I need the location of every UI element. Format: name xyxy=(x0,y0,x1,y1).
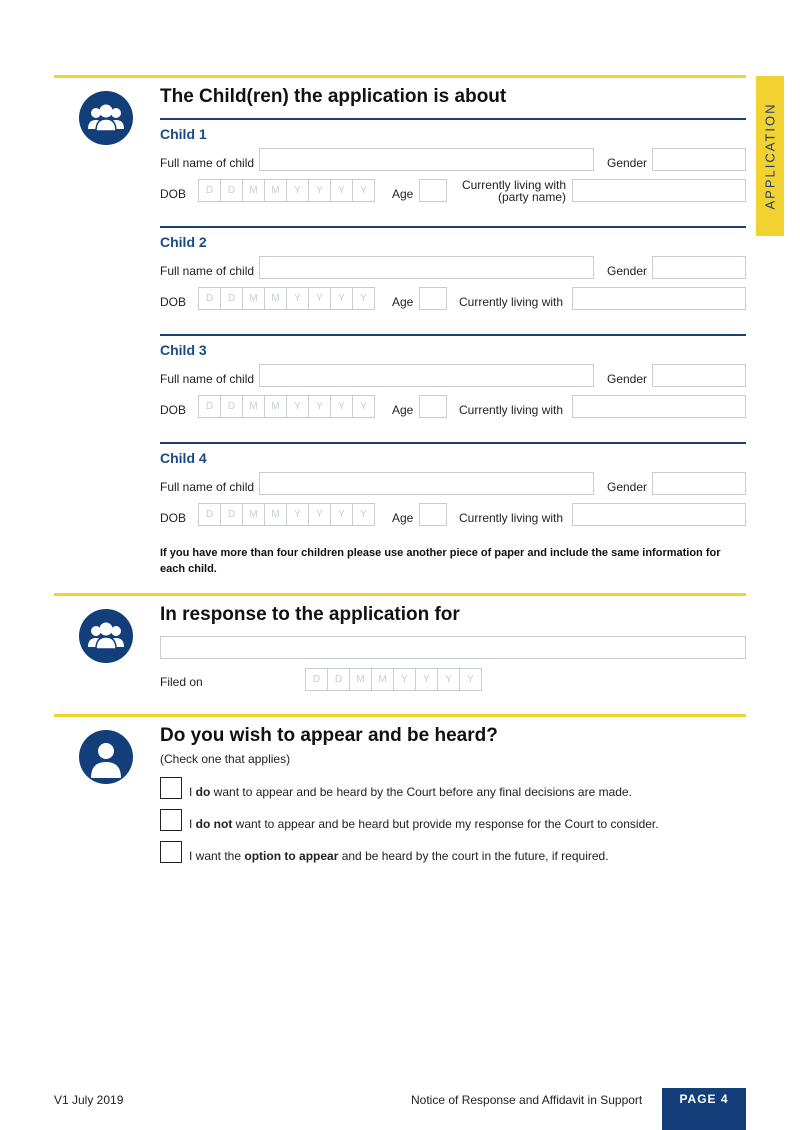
child-3-age-input[interactable] xyxy=(419,395,447,418)
dob-day-cell[interactable]: D xyxy=(220,395,243,418)
dob-month-cell[interactable]: M xyxy=(242,179,265,202)
child-1-title: Child 1 xyxy=(160,126,207,142)
section-divider xyxy=(54,75,746,78)
date-year-cell[interactable]: Y xyxy=(459,668,482,691)
option-bold-text: do xyxy=(195,785,211,799)
group-people-icon xyxy=(79,91,133,145)
dob-year-cell[interactable]: Y xyxy=(352,503,375,526)
dob-year-cell[interactable]: Y xyxy=(286,503,309,526)
child-4-name-label: Full name of child xyxy=(160,480,255,494)
child-3-age-label: Age xyxy=(392,403,414,417)
date-year-cell[interactable]: Y xyxy=(393,668,416,691)
dob-month-cell[interactable]: M xyxy=(264,503,287,526)
section-title-children: The Child(ren) the application is about xyxy=(160,86,507,107)
child-divider xyxy=(160,226,746,228)
dob-year-cell[interactable]: Y xyxy=(286,179,309,202)
child-divider xyxy=(160,118,746,120)
section-divider xyxy=(54,714,746,717)
child-3-name-label: Full name of child xyxy=(160,372,255,386)
child-3-living-input[interactable] xyxy=(572,395,746,418)
child-2-dob-input[interactable] xyxy=(198,287,374,310)
dob-month-cell[interactable]: M xyxy=(264,179,287,202)
option-not-appear-checkbox[interactable] xyxy=(160,809,182,831)
child-1-name-label: Full name of child xyxy=(160,156,255,170)
child-divider xyxy=(160,334,746,336)
footer-version: V1 July 2019 xyxy=(54,1093,124,1107)
child-4-age-input[interactable] xyxy=(419,503,447,526)
dob-year-cell[interactable]: Y xyxy=(352,179,375,202)
dob-year-cell[interactable]: Y xyxy=(330,179,353,202)
option-future-appear-label xyxy=(189,849,609,863)
child-4-living-label: Currently living with xyxy=(459,511,564,525)
note-line: If you have more than four children please use another piece of paper and include the same information for xyxy=(160,547,721,559)
child-3-title: Child 3 xyxy=(160,342,207,358)
child-3-gender-input[interactable] xyxy=(652,364,746,387)
side-tab-label: APPLICATION xyxy=(762,102,778,210)
child-4-dob-label: DOB xyxy=(160,511,187,525)
dob-month-cell[interactable]: M xyxy=(242,503,265,526)
child-2-living-input[interactable] xyxy=(572,287,746,310)
section-title-appear: Do you wish to appear and be heard? xyxy=(160,725,498,746)
option-text: I xyxy=(189,785,196,799)
dob-day-cell[interactable]: D xyxy=(198,395,221,418)
dob-day-cell[interactable]: D xyxy=(220,503,243,526)
dob-month-cell[interactable]: M xyxy=(264,287,287,310)
dob-year-cell[interactable]: Y xyxy=(308,179,331,202)
child-4-gender-label: Gender xyxy=(607,480,648,494)
check-one-hint: (Check one that applies) xyxy=(160,752,291,766)
date-year-cell[interactable]: Y xyxy=(415,668,438,691)
child-2-gender-input[interactable] xyxy=(652,256,746,279)
option-not-appear-label xyxy=(189,817,659,831)
child-1-dob-label: DOB xyxy=(160,187,187,201)
dob-year-cell[interactable]: Y xyxy=(308,287,331,310)
option-text: want to appear and be heard by the Court before any final decisions are made. xyxy=(210,785,632,799)
dob-year-cell[interactable]: Y xyxy=(352,287,375,310)
dob-day-cell[interactable]: D xyxy=(220,287,243,310)
option-text: I xyxy=(189,817,196,831)
section-title-response: In response to the application for xyxy=(160,604,460,625)
child-3-dob-input[interactable] xyxy=(198,395,374,418)
dob-month-cell[interactable]: M xyxy=(264,395,287,418)
option-appear-checkbox[interactable] xyxy=(160,777,182,799)
dob-year-cell[interactable]: Y xyxy=(330,287,353,310)
filed-on-label: Filed on xyxy=(160,675,203,689)
footer-doc-title: Notice of Response and Affidavit in Support xyxy=(411,1093,643,1107)
child-4-gender-input[interactable] xyxy=(652,472,746,495)
dob-day-cell[interactable]: D xyxy=(198,503,221,526)
child-1-gender-label: Gender xyxy=(607,156,648,170)
section-divider xyxy=(54,593,746,596)
child-1-age-label: Age xyxy=(392,187,414,201)
child-2-name-label: Full name of child xyxy=(160,264,255,278)
child-divider xyxy=(160,442,746,444)
child-1-living-label xyxy=(440,179,566,203)
dob-year-cell[interactable]: Y xyxy=(330,503,353,526)
child-2-title: Child 2 xyxy=(160,234,207,250)
option-bold-text: option to appear xyxy=(244,849,339,863)
dob-day-cell[interactable]: D xyxy=(198,287,221,310)
dob-month-cell[interactable]: M xyxy=(242,287,265,310)
child-2-gender-label: Gender xyxy=(607,264,648,278)
application-side-tab xyxy=(756,76,784,236)
living-label-line: Currently living with xyxy=(461,178,566,192)
option-text: and be heard by the court in the future, if required. xyxy=(338,849,609,863)
option-future-appear-checkbox[interactable] xyxy=(160,841,182,863)
application-for-input[interactable] xyxy=(160,636,746,659)
child-4-title: Child 4 xyxy=(160,450,207,466)
date-month-cell[interactable]: M xyxy=(371,668,394,691)
page-number: PAGE 4 xyxy=(679,1092,729,1106)
page-number-badge xyxy=(662,1088,746,1130)
child-3-living-label: Currently living with xyxy=(459,403,564,417)
child-3-dob-label: DOB xyxy=(160,403,187,417)
party-name-label: (party name) xyxy=(497,190,566,204)
child-4-name-input[interactable] xyxy=(259,472,594,495)
note-line: each child. xyxy=(160,563,217,575)
option-text: I want the xyxy=(189,849,245,863)
option-text: want to appear and be heard but provide my response for the Court to consider. xyxy=(232,817,659,831)
child-2-age-label: Age xyxy=(392,295,414,309)
date-day-cell[interactable]: D xyxy=(305,668,328,691)
child-2-dob-label: DOB xyxy=(160,295,187,309)
child-4-dob-input[interactable] xyxy=(198,503,374,526)
child-4-living-input[interactable] xyxy=(572,503,746,526)
dob-month-cell[interactable]: M xyxy=(242,395,265,418)
dob-day-cell[interactable]: D xyxy=(220,179,243,202)
dob-year-cell[interactable]: Y xyxy=(286,287,309,310)
dob-year-cell[interactable]: Y xyxy=(352,395,375,418)
child-2-name-input[interactable] xyxy=(259,256,594,279)
date-year-cell[interactable]: Y xyxy=(437,668,460,691)
dob-day-cell[interactable]: D xyxy=(198,179,221,202)
child-1-gender-input[interactable] xyxy=(652,148,746,171)
child-3-gender-label: Gender xyxy=(607,372,648,386)
filed-on-date-input[interactable] xyxy=(305,668,481,691)
option-appear-label xyxy=(189,785,632,799)
child-4-age-label: Age xyxy=(392,511,414,525)
dob-year-cell[interactable]: Y xyxy=(308,395,331,418)
option-bold-text: do not xyxy=(195,817,233,831)
more-children-note xyxy=(160,545,721,577)
child-1-dob-input[interactable] xyxy=(198,179,374,202)
person-icon xyxy=(79,730,133,784)
dob-year-cell[interactable]: Y xyxy=(308,503,331,526)
child-1-living-input[interactable] xyxy=(572,179,746,202)
date-month-cell[interactable]: M xyxy=(349,668,372,691)
dob-year-cell[interactable]: Y xyxy=(330,395,353,418)
child-1-name-input[interactable] xyxy=(259,148,594,171)
dob-year-cell[interactable]: Y xyxy=(286,395,309,418)
child-2-living-label: Currently living with xyxy=(459,295,564,309)
date-day-cell[interactable]: D xyxy=(327,668,350,691)
child-3-name-input[interactable] xyxy=(259,364,594,387)
group-people-icon xyxy=(79,609,133,663)
child-2-age-input[interactable] xyxy=(419,287,447,310)
